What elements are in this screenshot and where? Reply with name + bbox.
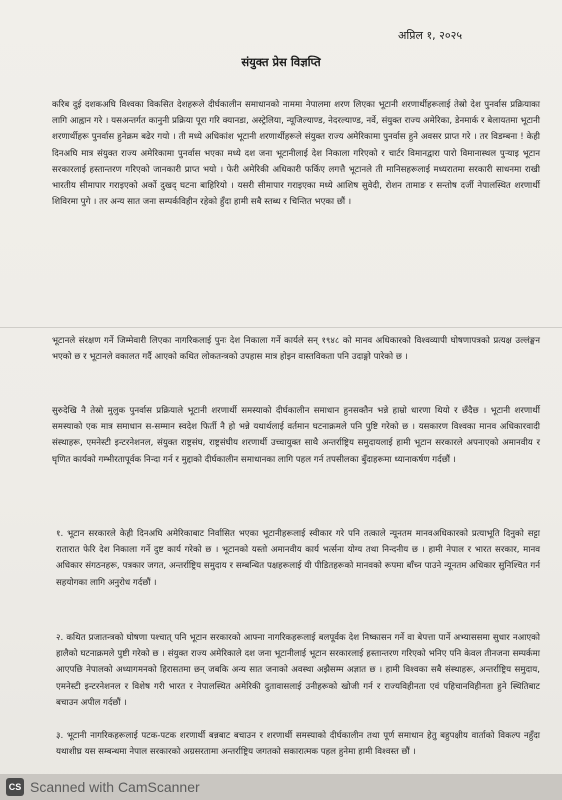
paragraph-point-3: ३. भूटानी नागरिकहरूलाई पटक-पटक शरणार्थी बन्नबाट बचाउन र शरणार्थी समस्याको दीर्घकालीन तथा पूर्ण समाधान हेतु बहुपक्षीय वार्ताको विकल्प नहुँदा यथाशीघ्र यस सम्बन्धमा नेपाल सरकारको अग्रसरतामा अन्तर्राष्ट्रिय जगतको सकारात्मक पहल हुनेमा हामी विश्वस्त छौं । [56,731,540,758]
scanner-watermark-text: Scanned with CamScanner [30,779,200,795]
document-date: अप्रिल १, २०२५ [398,29,463,42]
page-fold-line [0,327,562,328]
paragraph-intro: करिब दुई दशकअघि विश्वका विकसित देशहरूले दीर्घकालीन समाधानको नाममा नेपालमा शरण लिएका भूटानी शरणार्थीहरूलाई तेस्रो देश पुनर्वास प्रक्रियाका लागि आह्वान गरे । यसअन्तर्गत कानुनी प्रक्रिया पूरा गरि क्यानडा, अस्ट्रेलिया, न्यूजिल्याण्ड, नेदरल्याण्ड, नर्वे, संयुक्त राज्य अमेरिका, डेनमार्क र बेलायतमा भूटानी शरणार्थीहरू पुनर्वास हुनेक्रम बढेर गयो । ती मध्ये अधिकांश भूटानी शरणार्थीहरूले संयुक्त राज्य अमेरिकामा पुनर्वास हुने अवसर प्राप्त गरे । तर विडम्बना ! केही दिनअघि मात्र संयुक्त राज्य अमेरिकामा पुनर्वास भएका मध्ये दश जना भूटानीलाई देश निकाला गरिएको र चार्टर विमानद्वारा पारो विमानास्थल पुऱ्याइ भूटान सरकारलाई हस्तान्तरण गरिएको जानकारी प्राप्त भयो । फेरी अमेरिकी अधिकारी फर्किए लगत्तै भूटानले ती मानिसहरूलाई मध्यरातमा सरकारी साधनमा राखी भारतीय सीमापार गराइएको अर्को दुखद् घटना बाहिरियो । यसरी सीमापार गराइएका मध्ये आशिष सुवेदी, रोशन तामाङ र सन्तोष दर्जी नेपालस्थित शरणार्थी शिविरमा पुगे । तर अन्य सात जना सम्पर्कविहीन रहेको हुँदा हामी सबै स्तब्ध र चिन्तित भएका छौं । [52,100,540,208]
paragraph-solution: सुरुदेखि नै तेस्रो मुलुक पुनर्वास प्रक्रियाले भूटानी शरणार्थी समस्याको दीर्घकालीन समाधान हुनसक्तैन भन्ने हाम्रो धारणा थियो र छँदैछ । भूटानी शरणार्थी समस्याको एक मात्र समाधान स-सम्मान स्वदेश फिर्ती नै हो भन्ने यथार्थलाई वर्तमान घटनाक्रमले पनि पुष्टि गरेको छ । यसकारण विश्वका मानव अधिकारवादी संस्थाहरू, एमनेस्टी इन्टरनेशनल, संयुक्त राष्ट्रसंघ, राष्ट्रसंघीय शरणार्थी उच्चायुक्त साथै अन्तर्राष्ट्रिय समुदायलाई हामी भूटान सरकारले अपनाएको अमानवीय र घृणित कार्यको गम्भीरतापूर्वक निन्दा गर्न र मुद्दाको दीर्घकालीन समाधानका लागि पहल गर्न तपसीलका बुँदाहरूमा ध्यानाकर्षण गर्दछौं । [52,406,540,465]
paragraph-point-1: १. भूटान सरकारले केही दिनअघि अमेरिकाबाट निर्वासित भएका भूटानीहरूलाई स्वीकार गरे पनि तत्काले न्यूनतम मानवअधिकारको प्रत्याभूति दिनुको सट्टा रातारात फेरि देश निकाला गर्ने दुष्ट कार्य गरेको छ । भूटानको यस्तो अमानवीय कार्य भर्त्सना योग्य तथा निन्दनीय छ । हामी नेपाल र भारत सरकार, मानव अधिकार संगठनहरू, पत्रकार जगत, अन्तर्राष्ट्रिय समुदाय र सम्बन्धित पक्षहरूलाई यी पीडितहरूको मानवको रूपमा बाँच्न पाउने न्यूनतम अधिकार सुनिश्चित गर्न सहयोगका लागि अनुरोध गर्दछौं । [56,529,540,588]
paragraph-point-2: २. कथित प्रजातन्त्रको घोषणा पश्चात् पनि भूटान सरकारको आफ्ना नागरिकहरूलाई बलपूर्वक देश निष्कासन गर्ने वा बेपत्ता पार्ने अभ्याससमा सुधार नआएको हालैको घटनाक्रमले पुष्टी गरेको छ । संयुक्त राज्य अमेरिकाले दश जना भूटानीलाई भूटान सरकारलाई हस्तान्तरण गरिएको भनिए पनि केवल तीनजना सम्पर्कमा आएपछि नेपालको अध्यागमनको हिरासतमा छन् जबकि अन्य सात जनाको अवस्था अझैसम्म अज्ञात छ । हामी विश्वका सबै संस्थाहरू, अन्तर्राष्ट्रिय समुदाय, एमनेस्टी इन्टरनेशनल र विशेष गरी भारत र नेपालस्थित अमेरिकी दुतावासलाई उनीहरूको खोजी गर्न र राज्यविहीनता एवं पहिचानविहीनता हुने स्थितिबाट बचाउन अपील गर्दछौं । [56,633,540,708]
scanner-watermark [0,774,562,800]
camscanner-logo-icon: CS [6,778,24,796]
document-title: संयुक्त प्रेस विज्ञप्ति [241,55,321,69]
paragraph-human-rights: भूटानले संरक्षण गर्ने जिम्मेवारी लिएका नागरिकलाई पुनः देश निकाला गर्ने कार्यले सन् १९४८ को मानव अधिकारको विश्वव्यापी घोषणापत्रको प्रत्यक्ष उल्लंङ्घन भएको छ र भूटानले वकालत गर्दै आएको कथित लोकतन्त्रको उपहास मात्र होइन वास्तविकता पनि उदाङ्गो पारेको छ । [52,336,540,363]
